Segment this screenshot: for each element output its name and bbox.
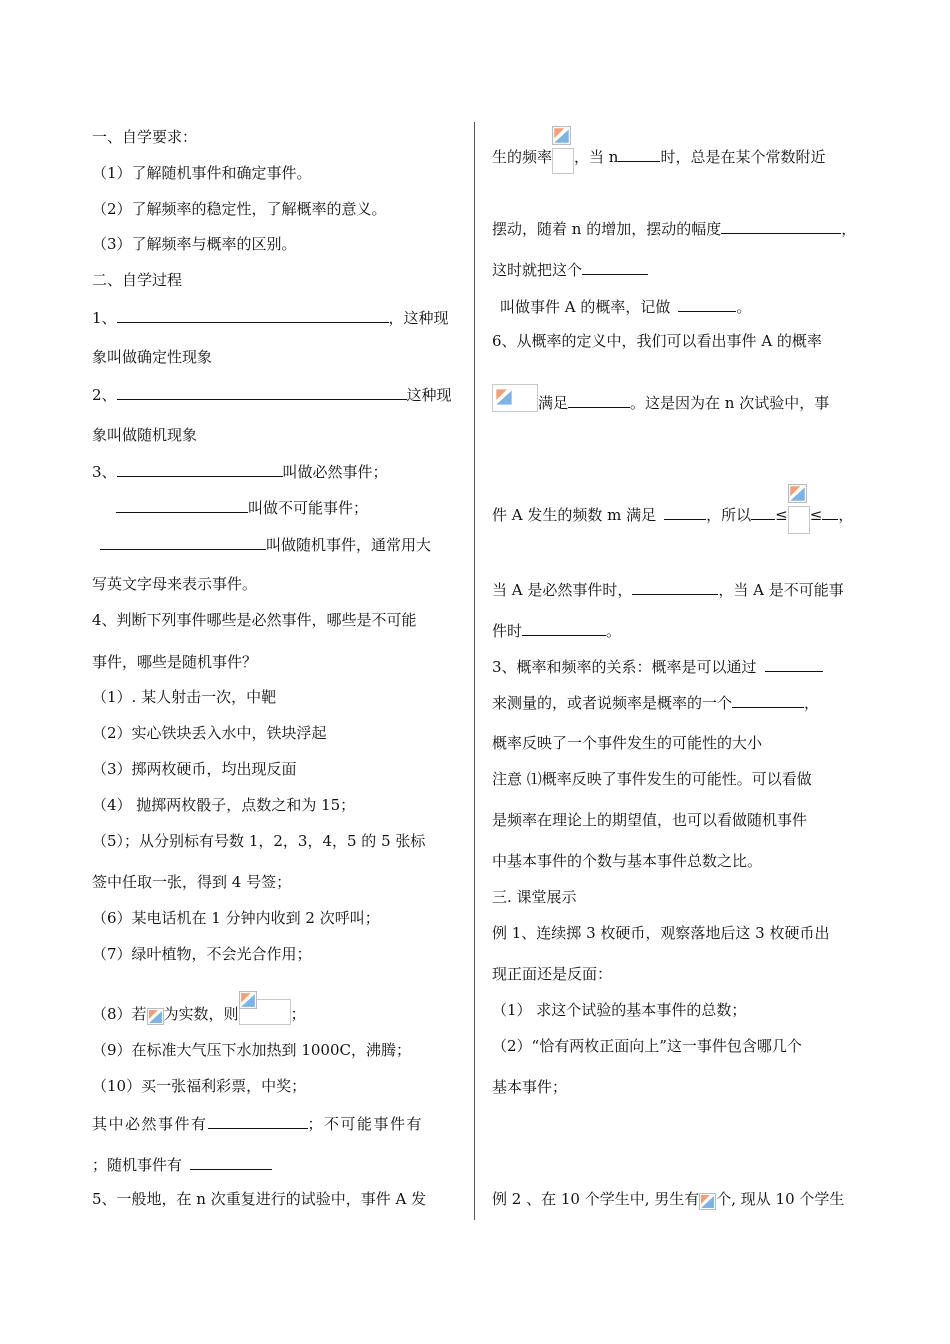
note-line-1: 注意 ⑴概率反映了事件发生的可能性。可以看做 xyxy=(492,770,812,788)
event-6: （6）某电话机在 1 分钟内收到 2 次呼叫； xyxy=(92,909,380,927)
section-heading-showcase: 三. 课堂展示 xyxy=(492,888,577,906)
certain-event-line xyxy=(492,578,844,601)
when-n-label: ，当 n xyxy=(574,148,619,166)
leq-sign-1: ≤ xyxy=(775,506,788,524)
event-8-prefix: （8）若 xyxy=(92,1005,147,1023)
relation-label: 3、概率和频率的关系：概率是可以通过 xyxy=(492,658,757,676)
item-5-text: 5、一般地，在 n 次重复进行的试验中，事件 A 发 xyxy=(92,1190,427,1208)
relation-continuation-suffix: ， xyxy=(804,694,820,712)
impossible-event-prefix: 件时 xyxy=(492,622,523,640)
constant-line xyxy=(492,258,648,281)
section-heading-process: 二、自学过程 xyxy=(92,271,183,289)
leq-sign-2: ≤ xyxy=(809,506,823,524)
certain-event-label: 当 A 是必然事件时， xyxy=(492,581,633,599)
event-3: （3）掷两枚硬币，均出现反面 xyxy=(92,760,297,778)
fill-blank[interactable] xyxy=(190,1153,272,1170)
event-10: （10）买一张福利彩票，中奖； xyxy=(92,1077,307,1095)
fill-blank[interactable] xyxy=(732,691,804,708)
satisfies-suffix: 。这是因为在 n 次试验中，事 xyxy=(630,394,830,412)
item-6-text: 6、从概率的定义中，我们可以看出事件 A 的概率 xyxy=(492,332,822,350)
fill-blank[interactable] xyxy=(522,619,606,636)
item-3-line xyxy=(92,460,388,483)
fill-blank[interactable] xyxy=(765,655,823,672)
note-line-2: 是频率在理论上的期望值，也可以看做随机事件 xyxy=(492,811,808,829)
constant-label: 这时就把这个 xyxy=(492,261,583,279)
item-1-suffix: ，这种现 xyxy=(388,309,449,327)
note-line-3: 中基本事件的个数与基本事件总数之比。 xyxy=(492,852,763,870)
fill-blank[interactable] xyxy=(721,217,841,234)
fill-blank[interactable] xyxy=(116,496,248,513)
fill-blank[interactable] xyxy=(664,503,706,520)
item-4-question-continuation: 事件，哪些是随机事件？ xyxy=(92,653,258,671)
item-2-suffix: 这种现 xyxy=(406,386,452,404)
item-3-impossible-line xyxy=(116,496,368,519)
item-3-continuation: 写英文字母来表示事件。 xyxy=(92,575,258,593)
impossible-event-label: ，当 A 是不可能事 xyxy=(718,581,844,599)
column-divider xyxy=(474,122,475,1220)
event-8-suffix: ； xyxy=(290,1005,306,1023)
example-2-prefix: 例 2 、在 10 个学生中, 男生有 xyxy=(492,1190,700,1208)
example-1-continuation: 现正面还是反面： xyxy=(492,965,613,983)
example-1-question-1: （1） 求这个试验的基本事件的总数； xyxy=(492,1001,747,1019)
example-1-question-2-continuation: 基本事件； xyxy=(492,1078,568,1096)
impossible-event-label: 叫做不可能事件； xyxy=(248,499,369,517)
satisfies-label: 满足 xyxy=(538,394,569,412)
therefore-label: ，所以 xyxy=(706,506,752,524)
relation-line xyxy=(492,655,823,678)
impossible-event-suffix: 。 xyxy=(606,622,622,640)
frequency-count-label: 件 A 发生的频数 m 满足 xyxy=(492,506,657,524)
section-heading-requirements: 一、自学要求： xyxy=(92,128,198,146)
example-1-text: 例 1、连续掷 3 枚硬币，观察落地后这 3 枚硬币出 xyxy=(492,924,830,942)
item-2-line xyxy=(92,383,452,406)
random-events-label: ；随机事件有 xyxy=(92,1156,183,1174)
probability-definition-line xyxy=(500,295,751,318)
answer-line-continuation xyxy=(92,1153,272,1176)
fill-blank[interactable] xyxy=(751,503,775,520)
swing-label: 摆动，随着 n 的增加，摆动的幅度 xyxy=(492,220,722,238)
random-event-label: 叫做随机事件，通常用大 xyxy=(266,536,432,554)
impossible-event-line xyxy=(492,619,621,642)
impossible-events-label: ；不可能事件有 xyxy=(307,1115,424,1133)
relation-continuation-label: 来测量的，或者说频率是概率的一个 xyxy=(492,694,733,712)
swing-line xyxy=(492,217,856,240)
swing-suffix: ， xyxy=(841,220,857,238)
fill-blank[interactable] xyxy=(100,533,266,550)
fill-blank[interactable] xyxy=(632,578,718,595)
event-8 xyxy=(92,991,306,1025)
frequency-count-suffix: ， xyxy=(838,506,854,524)
item-3-suffix: 叫做必然事件； xyxy=(282,463,388,481)
example-1-question-2: （2）“恰有两枚正面向上”这一事件包含哪几个 xyxy=(492,1037,802,1055)
relation-summary: 概率反映了一个事件发生的可能性的大小 xyxy=(492,734,763,752)
event-9: （9）在标准大气压下水加热到 1000C，沸腾； xyxy=(92,1041,411,1059)
formula-image-icon xyxy=(699,1193,716,1210)
item-1-number: 1、 xyxy=(92,309,117,327)
event-1: （1）. 某人射击一次，中靶 xyxy=(92,688,277,706)
requirement-3: （3）了解频率与概率的区别。 xyxy=(92,235,297,253)
event-8-middle: 为实数，则 xyxy=(163,1005,239,1023)
formula-image-icon xyxy=(552,126,574,174)
fill-blank[interactable] xyxy=(208,1112,308,1129)
requirement-2: （2）了解频率的稳定性，了解概率的意义。 xyxy=(92,200,387,218)
formula-image-icon xyxy=(788,484,810,534)
satisfies-line xyxy=(492,384,829,421)
item-2-continuation: 象叫做随机现象 xyxy=(92,426,198,444)
item-3-random-line xyxy=(100,533,431,556)
example-2-suffix: 个, 现从 10 个学生 xyxy=(716,1190,845,1208)
formula-image-icon xyxy=(239,991,291,1025)
item-3-number: 3、 xyxy=(92,463,117,481)
formula-image-icon xyxy=(147,1008,164,1025)
fill-blank[interactable] xyxy=(618,145,660,162)
frequency-suffix: 时，总是在某个常数附近 xyxy=(660,148,826,166)
event-2: （2）实心铁块丢入水中，铁块浮起 xyxy=(92,724,327,742)
fill-blank[interactable] xyxy=(822,503,838,520)
relation-continuation xyxy=(492,691,819,714)
frequency-count-line xyxy=(492,484,853,540)
event-4: （4） 抛掷两枚骰子，点数之和为 15； xyxy=(92,796,356,814)
item-1-line xyxy=(92,306,449,329)
fill-blank[interactable] xyxy=(117,383,407,400)
answer-line xyxy=(92,1112,423,1135)
event-5-continuation: 签中任取一张，得到 4 号签； xyxy=(92,873,292,891)
fill-blank[interactable] xyxy=(117,460,283,477)
frequency-line xyxy=(492,126,825,182)
fill-blank[interactable] xyxy=(678,295,736,312)
fill-blank[interactable] xyxy=(582,258,648,275)
fill-blank[interactable] xyxy=(117,306,389,323)
requirement-1: （1）了解随机事件和确定事件。 xyxy=(92,164,312,182)
certain-events-label: 其中必然事件有 xyxy=(92,1115,208,1133)
event-5: （5）；从分别标有号数 1，2，3，4，5 的 5 张标 xyxy=(92,832,426,850)
event-7: （7）绿叶植物，不会光合作用； xyxy=(92,945,312,963)
item-2-number: 2、 xyxy=(92,386,117,404)
fill-blank[interactable] xyxy=(568,391,630,408)
item-4-question: 4、判断下列事件哪些是必然事件，哪些是不可能 xyxy=(92,611,417,629)
frequency-label: 生的频率 xyxy=(492,148,553,166)
formula-image-icon xyxy=(492,384,538,412)
item-1-continuation: 象叫做确定性现象 xyxy=(92,348,213,366)
probability-definition-suffix: 。 xyxy=(736,298,752,316)
probability-definition-label: 叫做事件 A 的概率，记做 xyxy=(500,298,671,316)
example-2-text xyxy=(492,1188,844,1210)
